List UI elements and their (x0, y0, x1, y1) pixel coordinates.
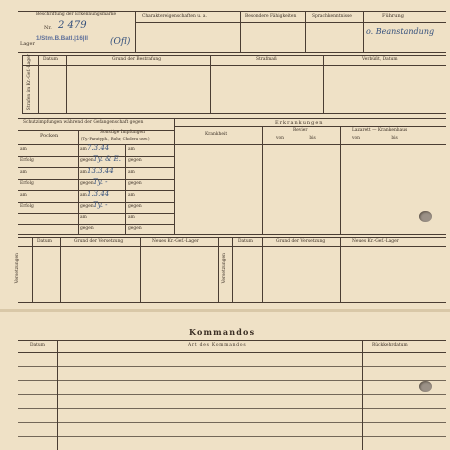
impfung-row-am: am (80, 215, 87, 220)
erkrankungen-col-revier-sub: von bis (276, 136, 316, 141)
fuehrung-value: o. Beanstandung (366, 27, 435, 36)
kommandos-row-line (18, 394, 446, 395)
charakter-label: Charaktereigenschaften u. a. (142, 14, 207, 19)
erkrankungen-title-line (174, 126, 446, 127)
kommandos-row-line (18, 366, 446, 367)
impfung-row-am: gegen (80, 181, 94, 186)
lager-label: Lager (20, 41, 35, 47)
strafen-divider (38, 55, 39, 114)
impfung-row-right: am (128, 215, 135, 220)
strafen-col-grund: Grund der Bestrafung (112, 57, 162, 62)
impfung-row-label: Erfolg (20, 181, 34, 186)
kommandos-row-line (18, 408, 446, 409)
strafen-col-strafmass: Strafmaß (256, 57, 277, 62)
unit-stamp: 1/Stm.B.Batl.|16|II (36, 35, 88, 42)
versetzungen-divider (340, 237, 341, 303)
versetzungen-col-datum-2: Datum (238, 239, 253, 244)
impfungen-title: Schutzimpfungen während der Gefangenschaft gegen (23, 120, 144, 125)
strafen-bottom-line (22, 113, 446, 114)
erkennungsmarke-label: Beschriftung der Erkennungsmarke (36, 12, 117, 17)
impfungen-top-line (18, 118, 446, 119)
page-fold (0, 309, 450, 312)
kommandos-divider (362, 340, 363, 450)
impfung-row-right: gegen (128, 158, 142, 163)
impfung-row-label: am (20, 147, 27, 152)
header-bottom-line (18, 52, 446, 53)
impfung-row-label: am (20, 170, 27, 175)
strafen-col-datum: Datum (43, 57, 58, 62)
versetzungen-side-label: Versetzungen (14, 253, 20, 284)
erkrankungen-col-lazarett: Lazarett — Krankenhaus (352, 128, 408, 133)
versetzungen-divider (232, 237, 233, 303)
header-divider (363, 11, 364, 53)
versetzungen-divider (140, 237, 141, 303)
impfung-row-right: am (128, 147, 135, 152)
impfung-row-value: Ty. & E. (93, 155, 121, 163)
impfung-row-label: am (20, 193, 27, 198)
impfungen-divider (78, 130, 79, 235)
versetzungen-divider (60, 237, 61, 303)
header-subline (135, 22, 446, 23)
impfung-row-right: am (128, 193, 135, 198)
strafen-header-line (22, 65, 446, 66)
impfung-row-am: gegen (80, 226, 94, 231)
kommandos-col-art: Art des Kommandos (188, 343, 247, 348)
versetzungen-divider (218, 237, 219, 303)
impfung-row-am: am (80, 147, 87, 152)
kommandos-header-line (18, 352, 446, 353)
strafen-divider (66, 55, 67, 114)
strafen-top-line (22, 55, 446, 56)
impfung-row-am: gegen (80, 158, 94, 163)
strafen-side-label: Strafen im Kr.-Gef.-Lager (26, 54, 32, 111)
versetzungen-side-label-2: Versetzungen (221, 253, 227, 284)
impfung-row-value: 1.3.44 (87, 190, 110, 198)
header-divider (240, 11, 241, 53)
impfung-row-am: am (80, 170, 87, 175)
erkrankungen-col-revier: Revier (293, 128, 308, 133)
versetzungen-col-neues: Neues Kr.-Gef.-Lager (152, 239, 199, 244)
impfung-row-value: Ty. - (93, 178, 108, 186)
versetzungen-divider (262, 237, 263, 303)
kommandos-divider (57, 340, 58, 450)
fuehrung-label: Führung (382, 13, 404, 19)
impfungen-divider (174, 118, 175, 235)
versetzungen-col-neues-2: Neues Kr.-Gef.-Lager (352, 239, 399, 244)
impfung-row-value: 7.3.44 (87, 144, 110, 152)
strafen-divider (22, 55, 23, 114)
kommandos-col-rueckkehr: Rückkehrdatum (372, 343, 408, 348)
header-divider (135, 11, 136, 53)
erkrankungen-divider (340, 126, 341, 235)
faehigkeiten-label: Besondere Fähigkeiten (245, 14, 297, 19)
impfung-row-right: gegen (128, 204, 142, 209)
header-divider (305, 11, 306, 53)
strafen-col-verbuesst: Verbüßt, Datum (362, 57, 398, 62)
impfung-row-value: 13.3.44 (87, 167, 114, 175)
versetzungen-col-datum: Datum (37, 239, 52, 244)
erkrankungen-divider (262, 126, 263, 235)
versetzungen-divider (32, 237, 33, 303)
impfungen-col-sonstige: Sonstige Impfungen (100, 130, 145, 135)
impfung-row-right: gegen (128, 226, 142, 231)
strafen-divider (210, 55, 211, 114)
kommandos-row-line (18, 380, 446, 381)
kommandos-top-line (18, 340, 446, 341)
impfung-row-label: Erfolg (20, 158, 34, 163)
erkrankungen-col-krankheit: Krankheit (205, 132, 228, 137)
impfung-row-value: Ty. - (93, 201, 108, 209)
strafen-divider (323, 55, 324, 114)
versetzungen-col-grund-2: Grund der Versetzung (276, 239, 326, 244)
impfungen-col-sonstige-sub: (Ty.-Paratyph., Ruhr, Cholera usw.) (81, 136, 150, 141)
nr-value: 2 479 (58, 20, 87, 31)
impfung-row-am: am (80, 193, 87, 198)
impfung-row-right: gegen (128, 181, 142, 186)
kommandos-col-datum: Datum (30, 343, 45, 348)
sprachkenntnisse-label: Sprachkenntnisse (312, 14, 352, 19)
kommandos-title: Kommandos (189, 327, 256, 337)
impfung-row-am: gegen (80, 204, 94, 209)
nr-label: Nr. (44, 25, 52, 31)
erkrankungen-col-lazarett-sub: von bis (352, 136, 398, 141)
impfungen-bottom-line (18, 234, 446, 235)
impfung-row-label: Erfolg (20, 204, 34, 209)
impfungen-col-pocken: Pocken (40, 133, 59, 139)
kommandos-row-line (18, 436, 446, 437)
punch-hole (419, 211, 432, 222)
impfung-row-line (18, 224, 174, 225)
erkrankungen-title: Erkrankungen (275, 120, 324, 126)
lager-value: (Ofl) (110, 37, 131, 47)
impfungen-title-line (18, 130, 174, 131)
punch-hole (419, 381, 432, 392)
kommandos-row-line (18, 422, 446, 423)
versetzungen-col-grund: Grund der Versetzung (74, 239, 124, 244)
impfung-row-right: am (128, 170, 135, 175)
impfung-row-line (18, 213, 174, 214)
impfungen-header-line (18, 144, 446, 145)
